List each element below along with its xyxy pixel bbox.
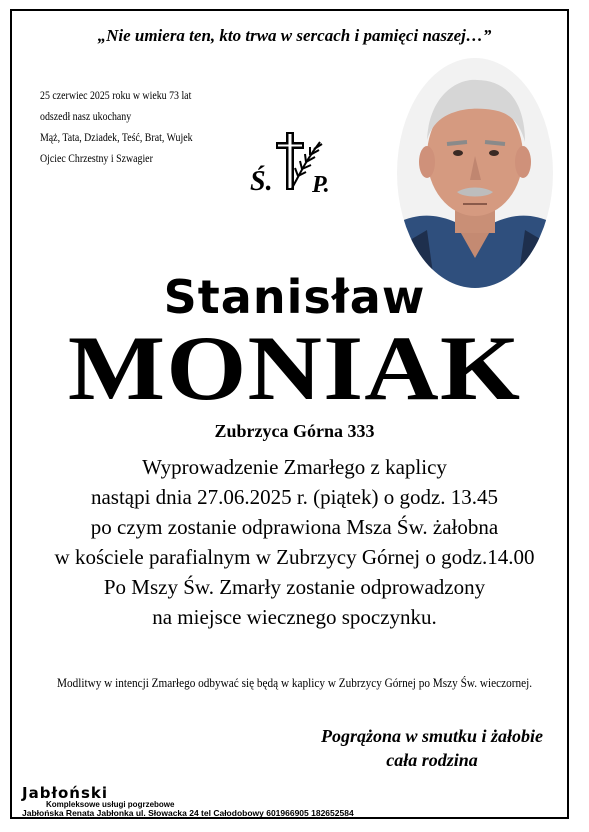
motto-quote: „Nie umiera ten, kto trwa w sercach i pamięci naszej…” xyxy=(97,26,492,45)
emblem-right-letter: P. xyxy=(312,172,330,198)
funeral-home-logo xyxy=(22,784,175,809)
ceremony-details xyxy=(0,452,589,632)
ceremony-line: po czym zostanie odprawiona Msza Św. żałobna xyxy=(90,515,499,539)
deceased-first-name: Stanisław xyxy=(163,270,426,324)
info-line: Mąż, Tata, Dziadek, Teść, Brat, Wujek xyxy=(40,132,193,144)
emblem-left-letter: Ś. xyxy=(250,166,273,197)
deceased-surname: MONIAK xyxy=(67,317,522,419)
ceremony-line: na miejsce wiecznego spoczynku. xyxy=(152,605,437,629)
ceremony-line: nastąpi dnia 27.06.2025 r. (piątek) o godz. 13.45 xyxy=(90,485,499,509)
ceremony-line: w kościele parafialnym w Zubrzycy Górnej o godz.14.00 xyxy=(54,545,535,569)
ceremony-line: Wyprowadzenie Zmarłego z kaplicy xyxy=(142,455,447,479)
signoff-line: cała rodzina xyxy=(386,750,478,770)
funeral-home-tagline: Kompleksowe usługi pogrzebowe xyxy=(46,800,175,809)
ceremony-line: Po Mszy Św. Zmarły zostanie odprowadzony xyxy=(103,575,486,599)
family-signoff xyxy=(321,724,543,772)
info-line: 25 czerwiec 2025 roku w wieku 73 lat xyxy=(40,90,192,102)
funeral-home-contact: Jabłońska Renata Jabłonka ul. Słowacka 24 tel Całodobowy 601966905 182652584 xyxy=(22,808,354,818)
info-line: odszedł nasz ukochany xyxy=(40,111,132,123)
death-info xyxy=(40,86,193,170)
signoff-line: Pogrążona w smutku i żałobie xyxy=(320,726,543,746)
info-line: Ojciec Chrzestny i Szwagier xyxy=(40,153,153,165)
funeral-home-name: Jabłoński xyxy=(22,784,109,802)
prayer-note: Modlitwy w intencji Zmarłego odbywać się będą w kaplicy w Zubrzycy Górnej po Mszy Św. wieczornej. xyxy=(56,676,533,690)
cross-with-palm-icon xyxy=(250,126,336,204)
portrait-photo xyxy=(397,58,553,288)
deceased-address: Zubrzyca Górna 333 xyxy=(214,421,375,441)
